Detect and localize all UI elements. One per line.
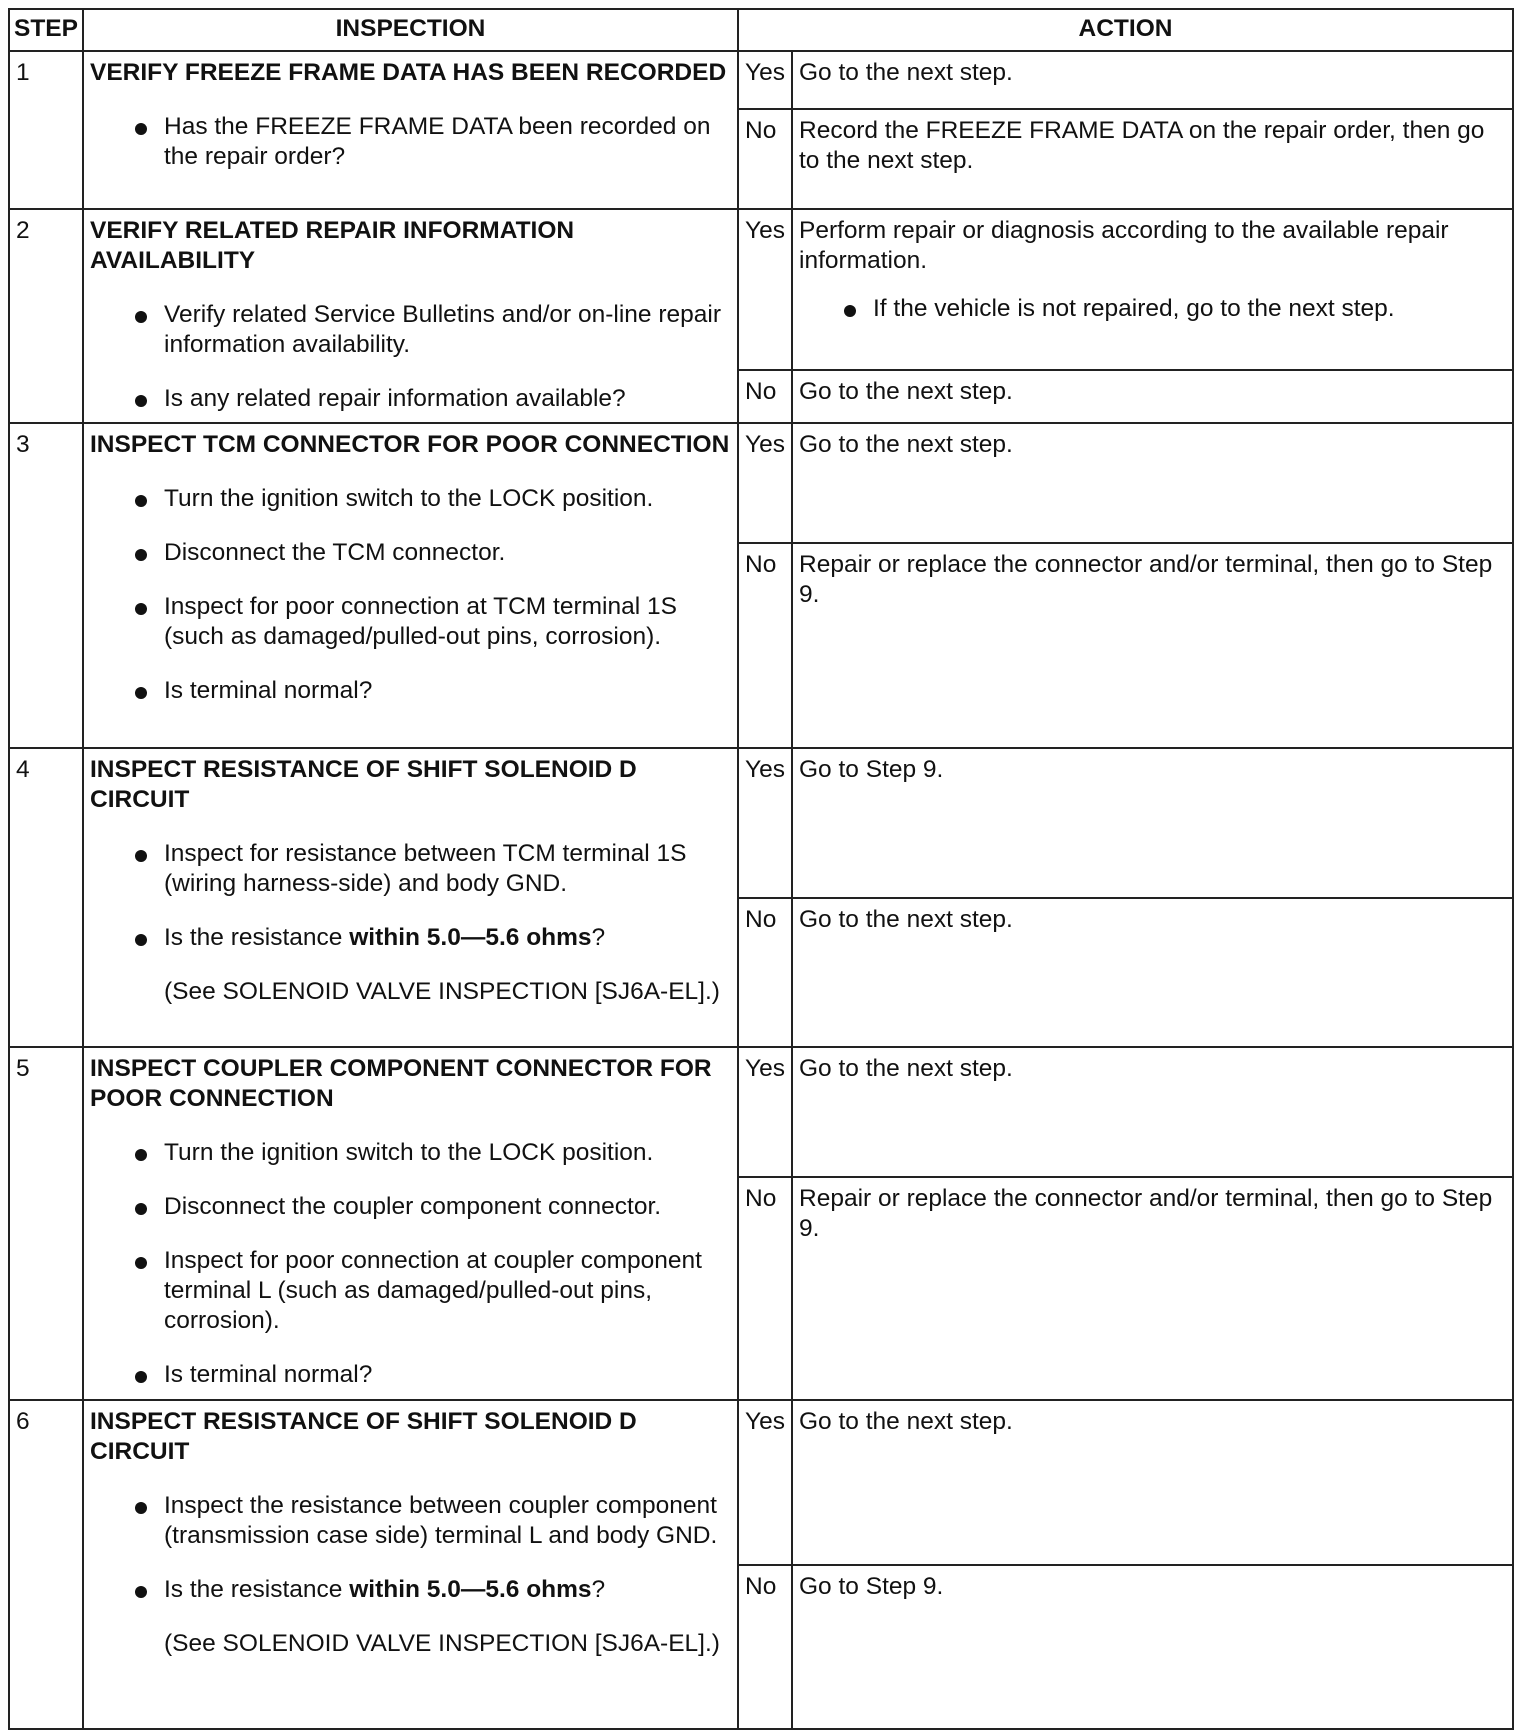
inspection-item: Inspect for poor connection at coupler component terminal L (such as damaged/pulled-out pins, corrosion). — [90, 1246, 731, 1336]
reference-note: (See SOLENOID VALVE INSPECTION [SJ6A-EL].) — [164, 1630, 720, 1657]
inspection-title: VERIFY RELATED REPAIR INFORMATION AVAILABILITY — [90, 217, 575, 274]
table-row — [9, 1047, 1513, 1177]
inspection-question — [90, 923, 731, 953]
table-row — [9, 1400, 1513, 1565]
inspection-item: Turn the ignition switch to the LOCK position. — [90, 1138, 731, 1168]
inspection-item: Disconnect the coupler component connector. — [90, 1192, 731, 1222]
answer-no: No — [738, 543, 792, 748]
action-item: If the vehicle is not repaired, go to the next step. — [799, 294, 1506, 324]
action-yes — [792, 209, 1513, 370]
answer-yes: Yes — [738, 748, 792, 898]
inspection-list — [90, 839, 731, 953]
action-no: Repair or replace the connector and/or terminal, then go to Step 9. — [792, 1177, 1513, 1400]
inspection-item: Inspect for poor connection at TCM terminal 1S (such as damaged/pulled-out pins, corrosion). — [90, 592, 731, 652]
answer-yes: Yes — [738, 423, 792, 543]
answer-no: No — [738, 1177, 792, 1400]
inspection-item: Is terminal normal? — [90, 676, 731, 706]
action-yes: Go to the next step. — [792, 51, 1513, 109]
table-row — [9, 51, 1513, 109]
inspection-title: INSPECT RESISTANCE OF SHIFT SOLENOID D CIRCUIT — [90, 756, 637, 813]
inspection-title: INSPECT TCM CONNECTOR FOR POOR CONNECTION — [90, 431, 730, 458]
step-number: 4 — [9, 748, 83, 1047]
step-number: 3 — [9, 423, 83, 748]
header-row — [9, 9, 1513, 51]
question-spec: within 5.0—5.6 ohms — [349, 1576, 592, 1603]
inspection-title: INSPECT COUPLER COMPONENT CONNECTOR FOR POOR CONNECTION — [90, 1055, 712, 1112]
answer-no: No — [738, 1565, 792, 1729]
table-row — [9, 209, 1513, 370]
inspection-title: VERIFY FREEZE FRAME DATA HAS BEEN RECORDED — [90, 59, 727, 86]
inspection-cell — [83, 1400, 738, 1729]
action-no: Go to Step 9. — [792, 1565, 1513, 1729]
action-column-header: ACTION — [738, 9, 1513, 51]
inspection-list — [90, 1138, 731, 1390]
inspection-list — [90, 112, 731, 172]
inspection-item: Verify related Service Bulletins and/or on-line repair information availability. — [90, 300, 731, 360]
action-yes: Go to the next step. — [792, 1047, 1513, 1177]
action-no: Go to the next step. — [792, 898, 1513, 1047]
inspection-item: Is terminal normal? — [90, 1360, 731, 1390]
inspection-cell — [83, 209, 738, 423]
question-mark: ? — [591, 924, 606, 951]
inspection-list — [90, 300, 731, 414]
table-row — [9, 423, 1513, 543]
step-number: 5 — [9, 1047, 83, 1400]
inspection-list — [90, 1491, 731, 1605]
answer-no: No — [738, 898, 792, 1047]
question-mark: ? — [591, 1576, 606, 1603]
action-no: Go to the next step. — [792, 370, 1513, 423]
action-yes: Go to the next step. — [792, 423, 1513, 543]
inspection-cell — [83, 748, 738, 1047]
action-yes: Go to Step 9. — [792, 748, 1513, 898]
inspection-item: Inspect the resistance between coupler component (transmission case side) terminal L and body GND. — [90, 1491, 731, 1551]
inspection-item: Turn the ignition switch to the LOCK position. — [90, 484, 731, 514]
inspection-title: INSPECT RESISTANCE OF SHIFT SOLENOID D CIRCUIT — [90, 1408, 637, 1465]
question-text: Is the resistance — [164, 1576, 350, 1603]
step-number: 2 — [9, 209, 83, 423]
inspection-column-header: INSPECTION — [83, 9, 738, 51]
inspection-cell — [83, 51, 738, 209]
diagnostic-procedure-table — [8, 8, 1514, 1730]
answer-yes: Yes — [738, 1400, 792, 1565]
reference-note: (See SOLENOID VALVE INSPECTION [SJ6A-EL].) — [164, 978, 720, 1005]
answer-yes: Yes — [738, 51, 792, 109]
step-number: 6 — [9, 1400, 83, 1729]
answer-yes: Yes — [738, 209, 792, 370]
inspection-cell — [83, 1047, 738, 1400]
step-column-header: STEP — [9, 9, 83, 51]
question-spec: within 5.0—5.6 ohms — [349, 924, 592, 951]
inspection-item: Inspect for resistance between TCM terminal 1S (wiring harness-side) and body GND. — [90, 839, 731, 899]
step-number: 1 — [9, 51, 83, 209]
action-no: Record the FREEZE FRAME DATA on the repair order, then go to the next step. — [792, 109, 1513, 209]
action-yes-text: Perform repair or diagnosis according to the available repair information. — [799, 217, 1449, 274]
action-no: Repair or replace the connector and/or terminal, then go to Step 9. — [792, 543, 1513, 748]
inspection-question — [90, 1575, 731, 1605]
inspection-list — [90, 484, 731, 706]
action-yes: Go to the next step. — [792, 1400, 1513, 1565]
answer-no: No — [738, 370, 792, 423]
answer-yes: Yes — [738, 1047, 792, 1177]
inspection-item: Has the FREEZE FRAME DATA been recorded on the repair order? — [90, 112, 731, 172]
table-row — [9, 748, 1513, 898]
inspection-item: Is any related repair information available? — [90, 384, 731, 414]
inspection-item: Disconnect the TCM connector. — [90, 538, 731, 568]
answer-no: No — [738, 109, 792, 209]
question-text: Is the resistance — [164, 924, 350, 951]
inspection-cell — [83, 423, 738, 748]
action-list — [799, 294, 1506, 324]
